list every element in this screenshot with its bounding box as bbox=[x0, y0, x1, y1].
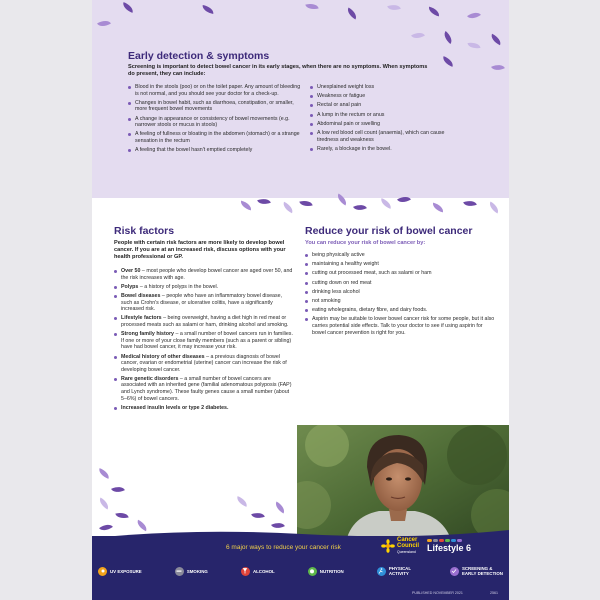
runner-icon bbox=[377, 567, 386, 576]
screening-label: SCREENING & EARLY DETECTION bbox=[461, 566, 503, 576]
leaf-decoration bbox=[111, 484, 125, 495]
list-item: cutting down on red meat bbox=[305, 280, 495, 287]
leaf-decoration bbox=[235, 496, 249, 507]
list-item: Increased insulin levels or type 2 diabetes. bbox=[114, 405, 294, 412]
sun-icon bbox=[98, 567, 107, 576]
list-item: Aspirin may be suitable to lower bowel cancer risk for some people, but it also carries potential side effects. Talk to your doctor to see if using aspirin for bowel cancer prevention is right for you. bbox=[305, 316, 495, 336]
physical-activity-item bbox=[377, 566, 417, 576]
leaf-decoration bbox=[463, 198, 477, 209]
dot bbox=[457, 539, 462, 542]
dot bbox=[439, 539, 444, 542]
brand-council: Council bbox=[397, 543, 419, 549]
risk-factors-title: Risk factors bbox=[114, 225, 175, 237]
physical-activity-label: PHYSICAL ACTIVITY bbox=[388, 566, 411, 576]
leaf-decoration bbox=[115, 511, 128, 521]
reduce-risk-title: Reduce your risk of bowel cancer bbox=[305, 225, 473, 237]
symptom-list-left bbox=[128, 84, 304, 156]
uv-exposure-item bbox=[98, 566, 142, 576]
dot bbox=[445, 539, 450, 542]
smoking-label: SMOKING bbox=[186, 568, 208, 574]
list-item: Medical history of other diseases – a previous diagnosis of bowel cancer, ovarian or endometrial (uterine) cancer can increase the risk of developing bowel cancer. bbox=[114, 354, 294, 374]
uv-exposure-label: UV EXPOSURE bbox=[110, 568, 142, 574]
list-item: cutting out processed meat, such as salami or ham bbox=[305, 270, 495, 277]
apple-icon bbox=[308, 567, 317, 576]
dot bbox=[433, 539, 438, 542]
cigarette-icon bbox=[175, 567, 184, 576]
risk-factor-list bbox=[114, 268, 294, 414]
early-detection-title: Early detection & symptoms bbox=[128, 50, 270, 62]
lifestyle6-logo bbox=[427, 539, 471, 553]
document-code: 2561 bbox=[490, 591, 498, 595]
leaf-decoration bbox=[353, 202, 367, 213]
cancer-council-brand bbox=[381, 537, 471, 555]
list-item: Lifestyle factors – being overweight, having a diet high in red meat or processed meats such as salami or ham, drinking alcohol and smoking. bbox=[114, 315, 294, 328]
leaf-decoration bbox=[239, 201, 252, 211]
leaf-decoration bbox=[281, 202, 295, 213]
list-item: A feeling that the bowel hasn't emptied completely bbox=[128, 147, 304, 154]
leaf-decoration bbox=[273, 501, 287, 513]
list-item: Unexplained weight loss bbox=[310, 84, 460, 91]
list-item: Weakness or fatigue bbox=[310, 93, 460, 100]
leaf-decoration bbox=[97, 497, 111, 509]
list-item: maintaining a healthy weight bbox=[305, 261, 495, 268]
brand-wordmark bbox=[397, 537, 419, 555]
screening-item bbox=[450, 566, 508, 576]
leaf-decoration bbox=[379, 198, 393, 209]
list-item: being physically active bbox=[305, 252, 495, 259]
list-item: drinking less alcohol bbox=[305, 289, 495, 296]
leaf-decoration bbox=[487, 201, 501, 213]
reduce-risk-intro: You can reduce your risk of bowel cancer by: bbox=[305, 240, 426, 246]
wine-icon bbox=[241, 567, 250, 576]
brand-region: Queensland bbox=[397, 550, 416, 554]
list-item: Rectal or anal pain bbox=[310, 102, 460, 109]
lifestyle6-text: Lifestyle 6 bbox=[427, 543, 472, 553]
leaf-decoration bbox=[251, 510, 265, 521]
early-detection-intro: Screening is important to detect bowel cancer in its early stages, when there are no symptoms. When symptoms do present, they can include: bbox=[128, 64, 428, 77]
list-item: Over 50 – most people who develop bowel cancer are aged over 50, and the risk increases with age. bbox=[114, 268, 294, 281]
reduce-risk-list bbox=[305, 252, 495, 339]
leaf-decoration bbox=[299, 199, 312, 209]
list-item: Polyps – a history of polyps in the bowel. bbox=[114, 284, 294, 291]
lifestyle-icons-row bbox=[98, 566, 508, 576]
screening-icon bbox=[450, 567, 459, 576]
list-item: A lump in the rectum or anus bbox=[310, 112, 460, 119]
dot bbox=[451, 539, 456, 542]
list-item: Changes in bowel habit, such as diarrhoea, constipation, or smaller, more frequent bowel movements bbox=[128, 100, 304, 113]
list-item: A feeling of fullness or bloating in the abdomen (stomach) or a strange sensation in the rectum bbox=[128, 131, 304, 144]
list-item: A change in appearance or consistency of bowel movements (e.g. narrower stools or mucus in stools) bbox=[128, 116, 304, 129]
smoking-item bbox=[175, 566, 208, 576]
daffodil-logo-icon bbox=[381, 539, 395, 553]
symptom-list-right bbox=[310, 84, 460, 155]
risk-factors-intro: People with certain risk factors are more likely to develop bowel cancer. If you are at an increased risk, discuss options with your health professional or GP. bbox=[114, 240, 286, 260]
published-date: PUBLISHED NOVEMBER 2021 bbox=[412, 591, 463, 595]
leaf-decoration bbox=[97, 468, 111, 479]
list-item: eating wholegrains, dietary fibre, and dairy foods. bbox=[305, 307, 495, 314]
list-item: Abdominal pain or swelling bbox=[310, 121, 460, 128]
brand-cancer: Cancer bbox=[397, 537, 418, 543]
list-item: A low red blood cell count (anaemia), which can cause tiredness and weakness bbox=[310, 130, 460, 143]
list-item: Blood in the stools (poo) or on the toilet paper. Any amount of bleeding is not normal, and you should see your doctor for a check-up. bbox=[128, 84, 304, 97]
lifestyle6-color-dots bbox=[427, 539, 462, 542]
alcohol-label: ALCOHOL bbox=[252, 568, 275, 574]
factsheet-page bbox=[92, 0, 509, 600]
nutrition-item bbox=[308, 566, 344, 576]
list-item: Strong family history – a small number of bowel cancers run in families. If one or more of your close family members (such as a parent or sibling) have had bowel cancer, it may increase your risk. bbox=[114, 331, 294, 351]
leaf-decoration bbox=[431, 203, 444, 213]
nutrition-label: NUTRITION bbox=[319, 568, 344, 574]
list-item: Rare genetic disorders – a small number of bowel cancers are associated with an inherited gene (familial adenomatous polyposis (FAP) and Lynch syndrome). These faulty genes cause a small number (about 5–6%) of bowel cancers. bbox=[114, 376, 294, 402]
alcohol-item bbox=[241, 566, 275, 576]
footer-tagline: 6 major ways to reduce your cancer risk bbox=[226, 544, 341, 551]
dot bbox=[427, 539, 432, 542]
list-item: Bowel diseases – people who have an inflammatory bowel disease, such as Crohn's disease, or ulcerative colitis, have a significantly increased risk. bbox=[114, 293, 294, 313]
list-item: not smoking bbox=[305, 298, 495, 305]
list-item: Rarely, a blockage in the bowel. bbox=[310, 146, 460, 153]
